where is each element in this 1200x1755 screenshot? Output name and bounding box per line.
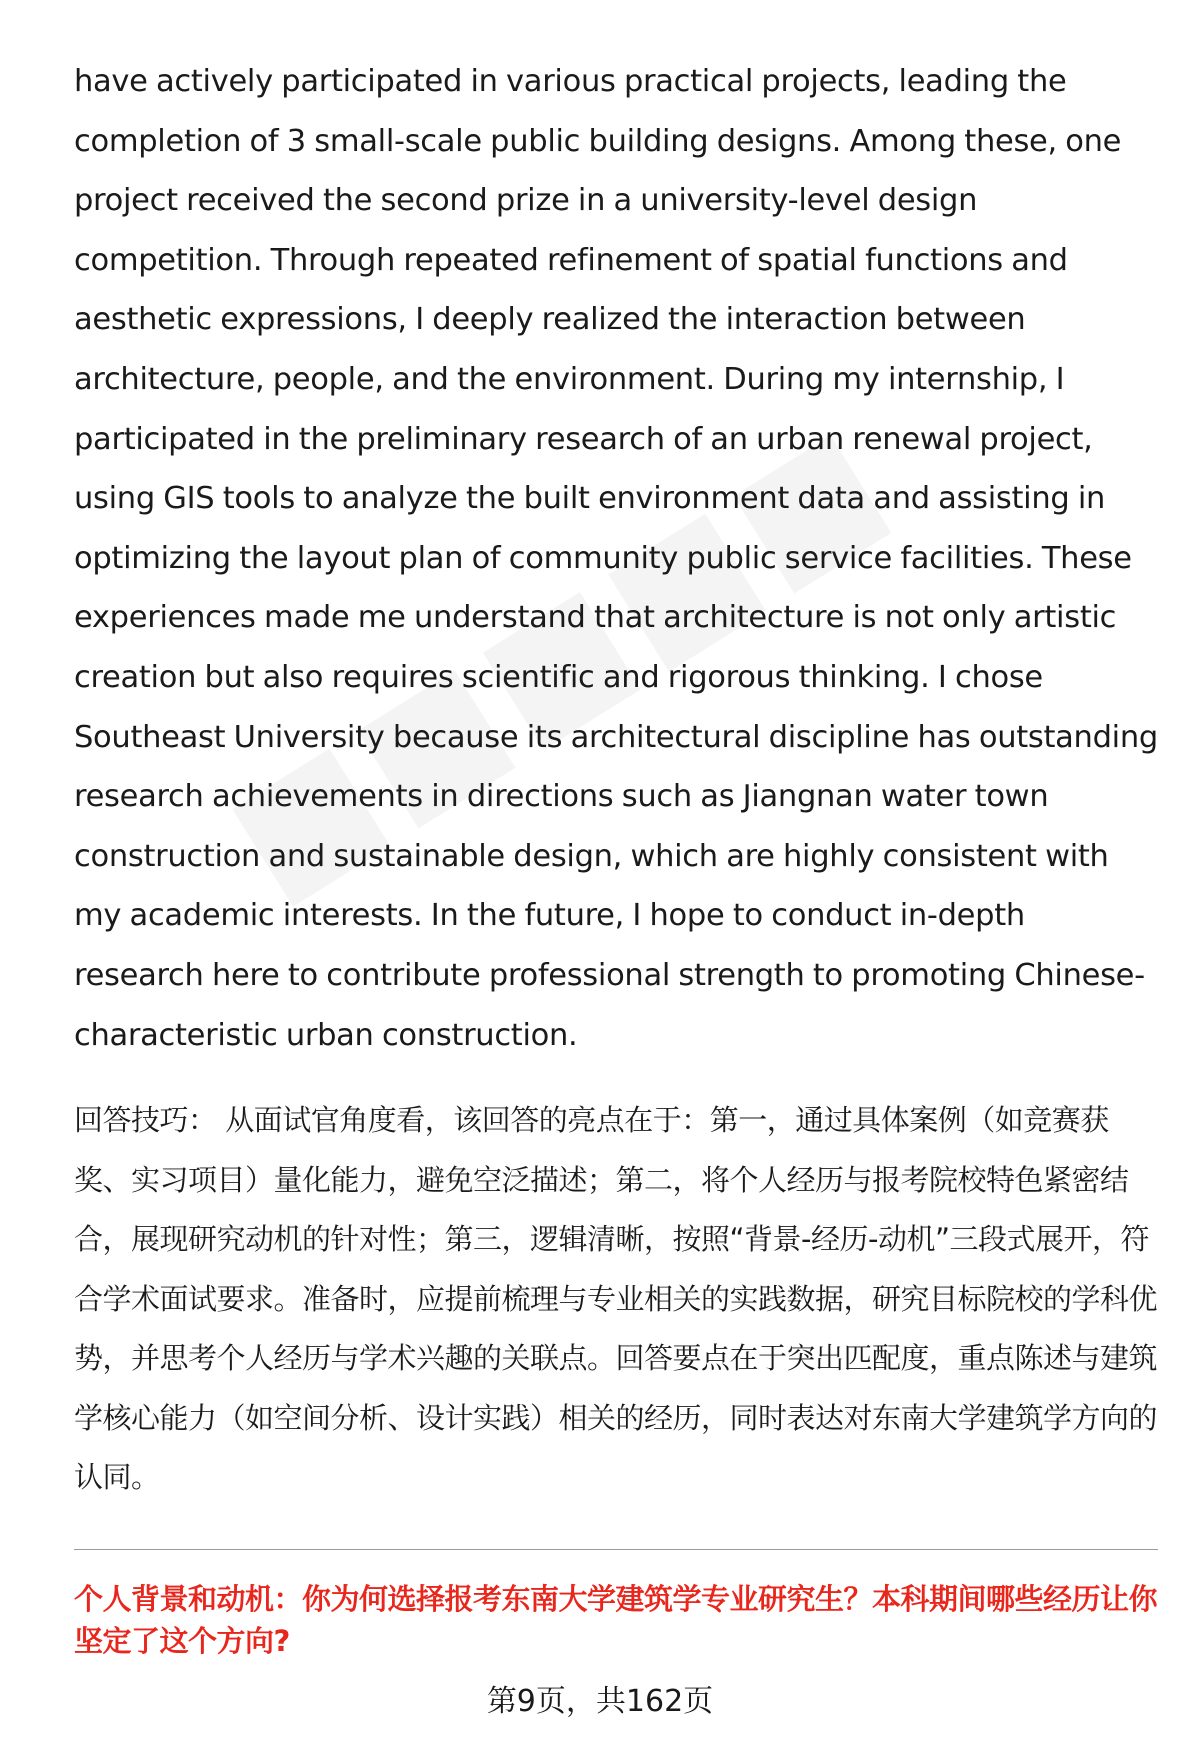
next-interview-question: 个人背景和动机：你为何选择报考东南大学建筑学专业研究生？本科期间哪些经历让你坚定了这个方向? [74, 1581, 1158, 1658]
page-number-footer: 第9页，共162页 [486, 1684, 714, 1719]
page-content [74, 52, 1158, 1662]
essay-answer-paragraph: have actively participated in various practical projects, leading the completion of 3 small-scale public building designs. Among these, one project received the second prize in a university-level design competition. Through repeated refinement of spatial functions and aesthetic expressions, I deeply realized the interaction between architecture, people, and the environment. During my internship, I participated in the preliminary research of an urban renewal project, using GIS tools to analyze the built environment data and assisting in optimizing the layout plan of community public service facilities. These experiences made me understand that architecture is not only artistic creation but also requires scientific and rigorous thinking. I chose Southeast University because its architectural discipline has outstanding research achievements in directions such as Jiangnan water town construction and sustainable design, which are highly consistent with my academic interests. In the future, I hope to conduct in-depth research here to contribute professional strength to promoting Chinese-characteristic urban construction. [74, 64, 1158, 1053]
answer-tips-paragraph: 回答技巧： 从面试官角度看，该回答的亮点在于：第一，通过具体案例（如竞赛获奖、实习项目）量化能力，避免空泛描述；第二，将个人经历与报考院校特色紧密结合，展现研究动机的针对性；第三，逻辑清晰，按照“背景-经历-动机”三段式展开，符合学术面试要求。准备时，应提前梳理与专业相关的实践数据，研究目标院校的学科优势，并思考个人经历与学术兴趣的关联点。回答要点在于突出匹配度，重点陈述与建筑学核心能力（如空间分析、设计实践）相关的经历，同时表达对东南大学建筑学方向的认同。 [74, 1103, 1158, 1495]
section-divider [74, 1549, 1158, 1550]
